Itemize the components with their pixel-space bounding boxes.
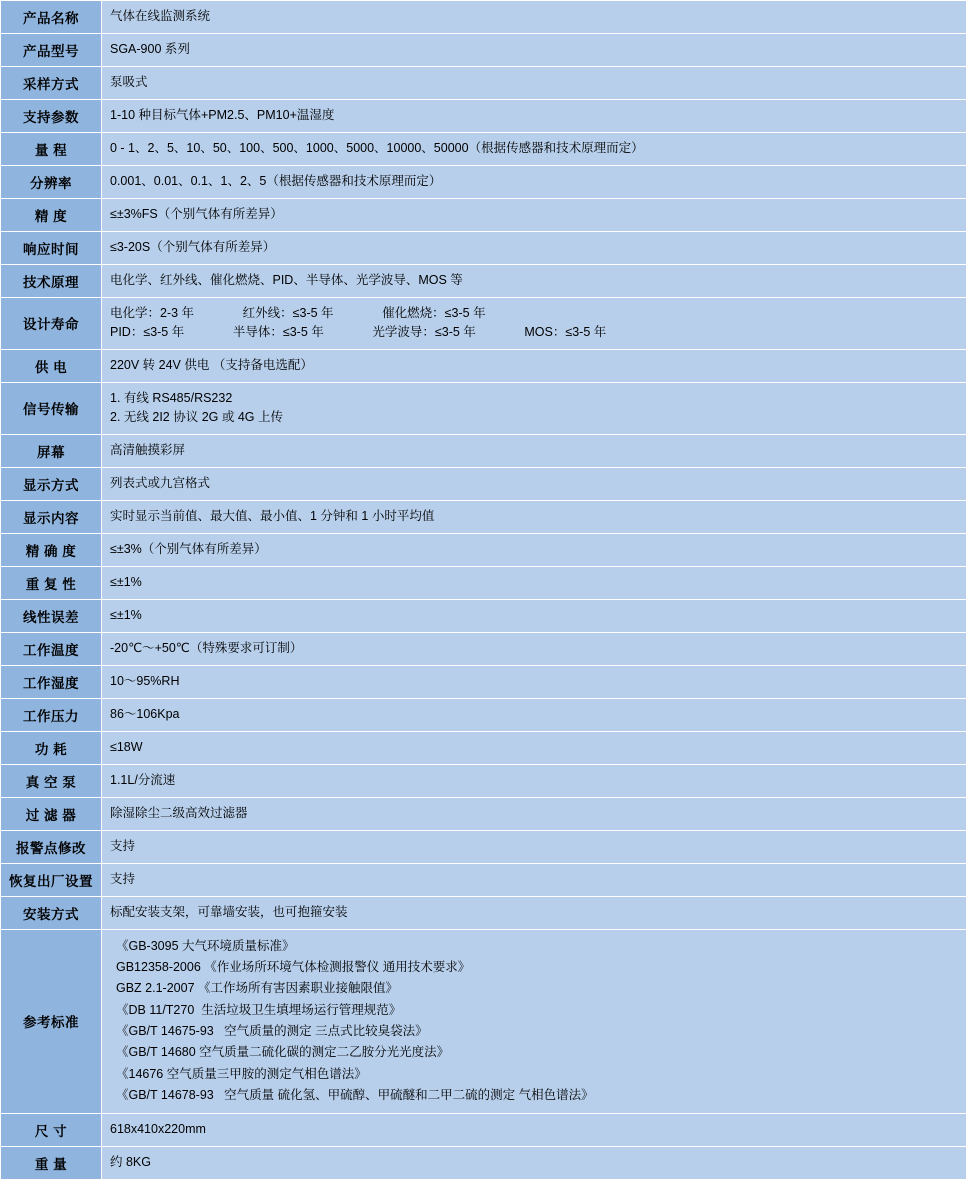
spec-label: 工作压力 bbox=[1, 698, 102, 731]
table-row bbox=[1, 434, 967, 467]
spec-label: 信号传输 bbox=[1, 382, 102, 434]
table-row bbox=[1, 133, 967, 166]
spec-label: 重 复 性 bbox=[1, 566, 102, 599]
spec-label: 量 程 bbox=[1, 133, 102, 166]
spec-value bbox=[102, 382, 967, 434]
spec-value: 支持 bbox=[102, 863, 967, 896]
spec-value: 618x410x220mm bbox=[102, 1113, 967, 1146]
table-row bbox=[1, 199, 967, 232]
lifespan-line-2: PID：≤3-5 年 半导体：≤3-5 年 光学波导：≤3-5 年 MOS：≤3-5 年 bbox=[110, 325, 607, 340]
spec-value: 气体在线监测系统 bbox=[102, 1, 967, 34]
lifespan-line-1: 电化学：2-3 年 红外线：≤3-5 年 催化燃烧：≤3-5 年 bbox=[110, 306, 486, 320]
table-row bbox=[1, 632, 967, 665]
spec-value: 支持 bbox=[102, 830, 967, 863]
spec-label: 恢复出厂设置 bbox=[1, 863, 102, 896]
table-row bbox=[1, 533, 967, 566]
spec-value: 1-10 种目标气体+PM2.5、PM10+温湿度 bbox=[102, 100, 967, 133]
spec-label: 显示方式 bbox=[1, 467, 102, 500]
spec-label: 产品型号 bbox=[1, 34, 102, 67]
table-row bbox=[1, 298, 967, 350]
table-row bbox=[1, 797, 967, 830]
spec-label: 功 耗 bbox=[1, 731, 102, 764]
spec-label: 工作温度 bbox=[1, 632, 102, 665]
table-row bbox=[1, 1113, 967, 1146]
spec-label: 采样方式 bbox=[1, 67, 102, 100]
spec-label: 技术原理 bbox=[1, 265, 102, 298]
standard-item: 《GB/T 14675-93 空气质量的测定 三点式比较臭袋法》 bbox=[116, 1024, 428, 1038]
table-row bbox=[1, 731, 967, 764]
table-row bbox=[1, 500, 967, 533]
spec-label: 产品名称 bbox=[1, 1, 102, 34]
spec-value: ≤18W bbox=[102, 731, 967, 764]
table-row bbox=[1, 830, 967, 863]
spec-label: 响应时间 bbox=[1, 232, 102, 265]
table-row bbox=[1, 929, 967, 1113]
table-row bbox=[1, 166, 967, 199]
spec-label: 尺 寸 bbox=[1, 1113, 102, 1146]
table-row bbox=[1, 1, 967, 34]
spec-value: ≤3-20S（个别气体有所差异） bbox=[102, 232, 967, 265]
table-row bbox=[1, 265, 967, 298]
spec-label: 精 度 bbox=[1, 199, 102, 232]
spec-table-body bbox=[1, 1, 967, 1180]
spec-label: 设计寿命 bbox=[1, 298, 102, 350]
table-row bbox=[1, 382, 967, 434]
table-row bbox=[1, 599, 967, 632]
table-row bbox=[1, 467, 967, 500]
spec-label: 报警点修改 bbox=[1, 830, 102, 863]
table-row bbox=[1, 566, 967, 599]
spec-value: -20℃～+50℃（特殊要求可订制） bbox=[102, 632, 967, 665]
table-row bbox=[1, 67, 967, 100]
spec-value: ≤±3%（个别气体有所差异） bbox=[102, 533, 967, 566]
spec-value: 220V 转 24V 供电 （支持备电选配） bbox=[102, 349, 967, 382]
standard-item: GB12358-2006 《作业场所环境气体检测报警仪 通用技术要求》 bbox=[116, 959, 471, 974]
spec-label: 显示内容 bbox=[1, 500, 102, 533]
spec-value: 实时显示当前值、最大值、最小值、1 分钟和 1 小时平均值 bbox=[102, 500, 967, 533]
spec-value: 高清触摸彩屏 bbox=[102, 434, 967, 467]
standard-item: 《14676 空气质量三甲胺的测定气相色谱法》 bbox=[116, 1066, 367, 1081]
spec-value: 列表式或九宫格式 bbox=[102, 467, 967, 500]
signal-line-2: 2. 无线 2I2 协议 2G 或 4G 上传 bbox=[110, 410, 283, 425]
spec-label: 安装方式 bbox=[1, 896, 102, 929]
standard-item: 《GB-3095 大气环境质量标准》 bbox=[116, 938, 295, 953]
spec-label: 真 空 泵 bbox=[1, 764, 102, 797]
spec-value: ≤±1% bbox=[102, 566, 967, 599]
spec-label: 重 量 bbox=[1, 1146, 102, 1179]
spec-value: 标配安装支架，可靠墙安装，也可抱箍安装 bbox=[102, 896, 967, 929]
spec-label: 供 电 bbox=[1, 349, 102, 382]
table-row bbox=[1, 100, 967, 133]
table-row bbox=[1, 232, 967, 265]
table-row bbox=[1, 349, 967, 382]
table-row bbox=[1, 698, 967, 731]
spec-value: 约 8KG bbox=[102, 1146, 967, 1179]
standard-item: 《DB 11/T270 生活垃圾卫生填埋场运行管理规范》 bbox=[116, 1002, 402, 1017]
standard-item: 《GB/T 14680 空气质量二硫化碳的测定二乙胺分光光度法》 bbox=[116, 1045, 450, 1060]
spec-value: 0 - 1、2、5、10、50、100、500、1000、5000、10000、50000（根据传感器和技术原理而定） bbox=[102, 133, 967, 166]
spec-value: 86～106Kpa bbox=[102, 698, 967, 731]
standard-item: 《GB/T 14678-93 空气质量 硫化氢、甲硫醇、甲硫醚和二甲二硫的测定 气相色谱法》 bbox=[116, 1088, 594, 1103]
table-row bbox=[1, 863, 967, 896]
spec-label: 过 滤 器 bbox=[1, 797, 102, 830]
spec-value: 1.1L/分流速 bbox=[102, 764, 967, 797]
spec-label: 参考标准 bbox=[1, 929, 102, 1113]
spec-value: 电化学、红外线、催化燃烧、PID、半导体、光学波导、MOS 等 bbox=[102, 265, 967, 298]
signal-line-1: 1. 有线 RS485/RS232 bbox=[110, 390, 233, 405]
spec-value bbox=[102, 929, 967, 1113]
spec-label: 分辨率 bbox=[1, 166, 102, 199]
spec-value: 除湿除尘二级高效过滤器 bbox=[102, 797, 967, 830]
spec-label: 工作湿度 bbox=[1, 665, 102, 698]
spec-value bbox=[102, 298, 967, 350]
spec-label: 支持参数 bbox=[1, 100, 102, 133]
spec-label: 精 确 度 bbox=[1, 533, 102, 566]
spec-value: 0.001、0.01、0.1、1、2、5（根据传感器和技术原理而定） bbox=[102, 166, 967, 199]
table-row bbox=[1, 665, 967, 698]
table-row bbox=[1, 1146, 967, 1179]
spec-value: 泵吸式 bbox=[102, 67, 967, 100]
spec-label: 线性误差 bbox=[1, 599, 102, 632]
table-row bbox=[1, 896, 967, 929]
spec-label: 屏幕 bbox=[1, 434, 102, 467]
table-row bbox=[1, 764, 967, 797]
standard-item: GBZ 2.1-2007 《工作场所有害因素职业接触限值》 bbox=[116, 981, 398, 996]
table-row bbox=[1, 34, 967, 67]
spec-value: ≤±3%FS（个别气体有所差异） bbox=[102, 199, 967, 232]
spec-value: ≤±1% bbox=[102, 599, 967, 632]
spec-value: SGA-900 系列 bbox=[102, 34, 967, 67]
spec-value: 10～95%RH bbox=[102, 665, 967, 698]
